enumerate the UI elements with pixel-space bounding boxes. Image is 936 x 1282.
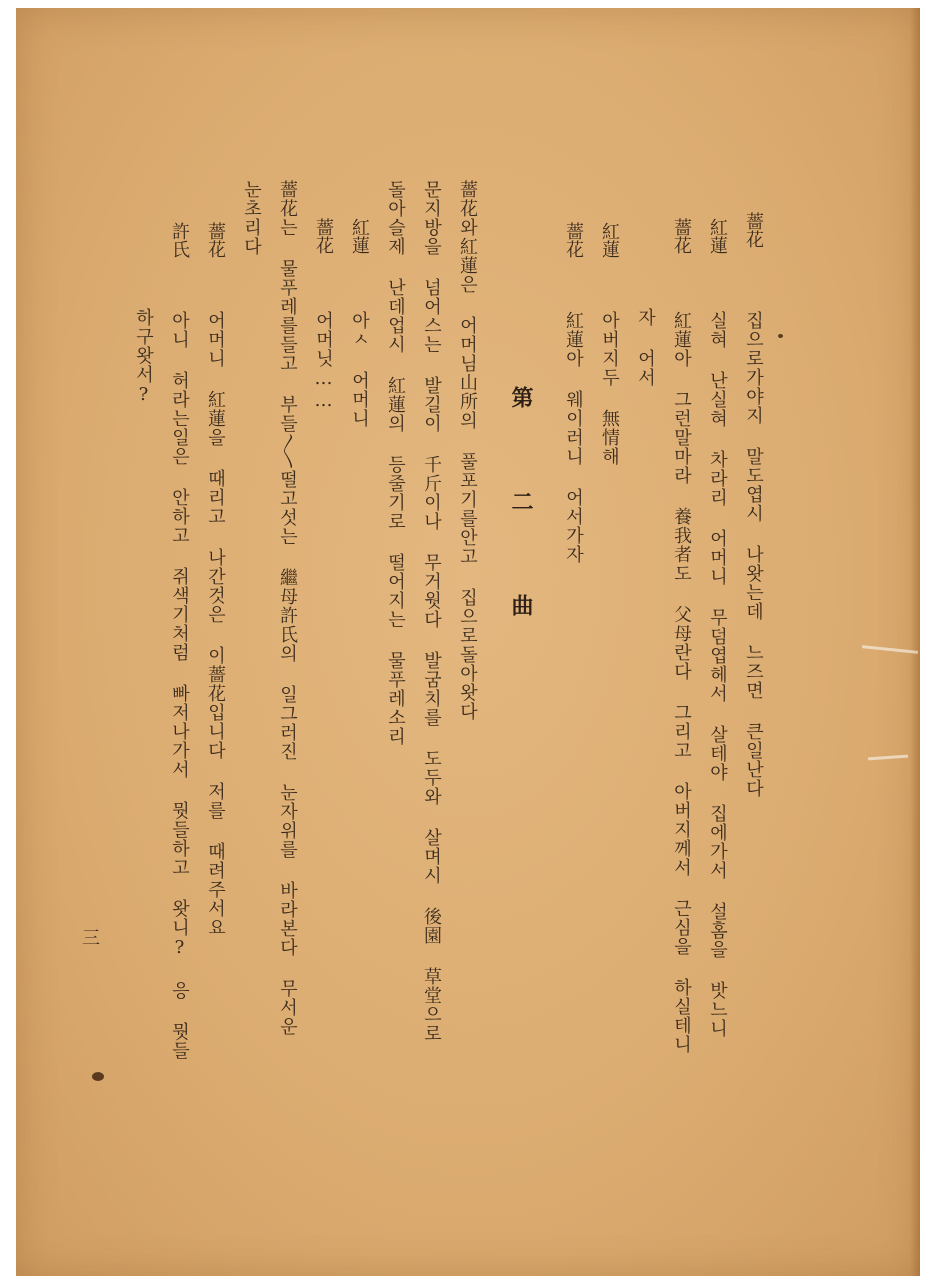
narration-line: 薔花와紅蓮은 어머님山所의 풀포기를안고 집으로돌아왓다 — [457, 180, 478, 721]
page-number: 三 — [82, 928, 100, 949]
speaker-label: 薔花 — [313, 218, 334, 254]
dialogue-line: 실혀 난실혀 차라리 어머니 무덤엽헤서 살테야 집에가서 설홈을 밧느니 — [707, 311, 728, 1038]
ink-spot — [778, 334, 783, 338]
narration-line: 돌아슬제 난데업시 紅蓮의 등줄기로 떨어지는 물푸레소리 — [385, 180, 406, 746]
dialogue-line: 집으로가야지 말도엽시 나왓는데 느즈면 큰일난다 — [743, 311, 764, 798]
narration-line: 문지방을 넘어스는 발길이 千斤이나 무거웟다 발굼치를 도두와 살며시 後園 草堂으로 — [421, 180, 442, 1043]
speaker-label: 薔花 — [205, 222, 226, 258]
dialogue-line: 하구왓서? — [133, 308, 154, 406]
dialogue-line: 자 어서 — [635, 308, 656, 387]
speaker-label: 許氏 — [169, 222, 190, 258]
dialogue-line: 아ㅅ 어머니 — [349, 311, 370, 428]
dialogue-line: 어머닛…… — [313, 311, 334, 412]
dialogue-line: 아니 허라는일은 안하고 쥐색기처럼 빠저나가서 뭣들하고 왓니? 응 뭣들 — [169, 311, 190, 1060]
paper-crease — [868, 755, 908, 761]
speaker-label: 薔花 — [671, 218, 692, 254]
section-heading: 第 二 曲 — [508, 386, 534, 644]
narration-line: 薔花는 물푸레를들고 부들〳〵떨고섯는 繼母許氏의 일그러진 눈자위를 바라본다 무서운 — [277, 180, 298, 1036]
page-edge — [910, 8, 920, 1276]
speaker-label: 薔花 — [743, 212, 764, 248]
speaker-label: 紅蓮 — [599, 222, 620, 258]
narration-line: 눈초리다 — [241, 180, 262, 256]
dialogue-line: 紅蓮아 그런말마라 養我者도 父母란다 그리고 아버지께서 근심을 하실테니 — [671, 311, 692, 1054]
ink-spot — [92, 1072, 104, 1081]
speaker-label: 薔花 — [563, 222, 584, 258]
dialogue-line: 아버지두 無情해 — [599, 311, 620, 466]
document-page — [16, 8, 920, 1276]
speaker-label: 紅蓮 — [707, 218, 728, 254]
dialogue-line: 紅蓮아 웨이러니 어서가자 — [563, 311, 584, 564]
dialogue-line: 어머니 紅蓮을 때리고 나간것은 이薔花입니다 저를 때려주서요 — [205, 311, 226, 937]
speaker-label: 紅蓮 — [349, 218, 370, 254]
